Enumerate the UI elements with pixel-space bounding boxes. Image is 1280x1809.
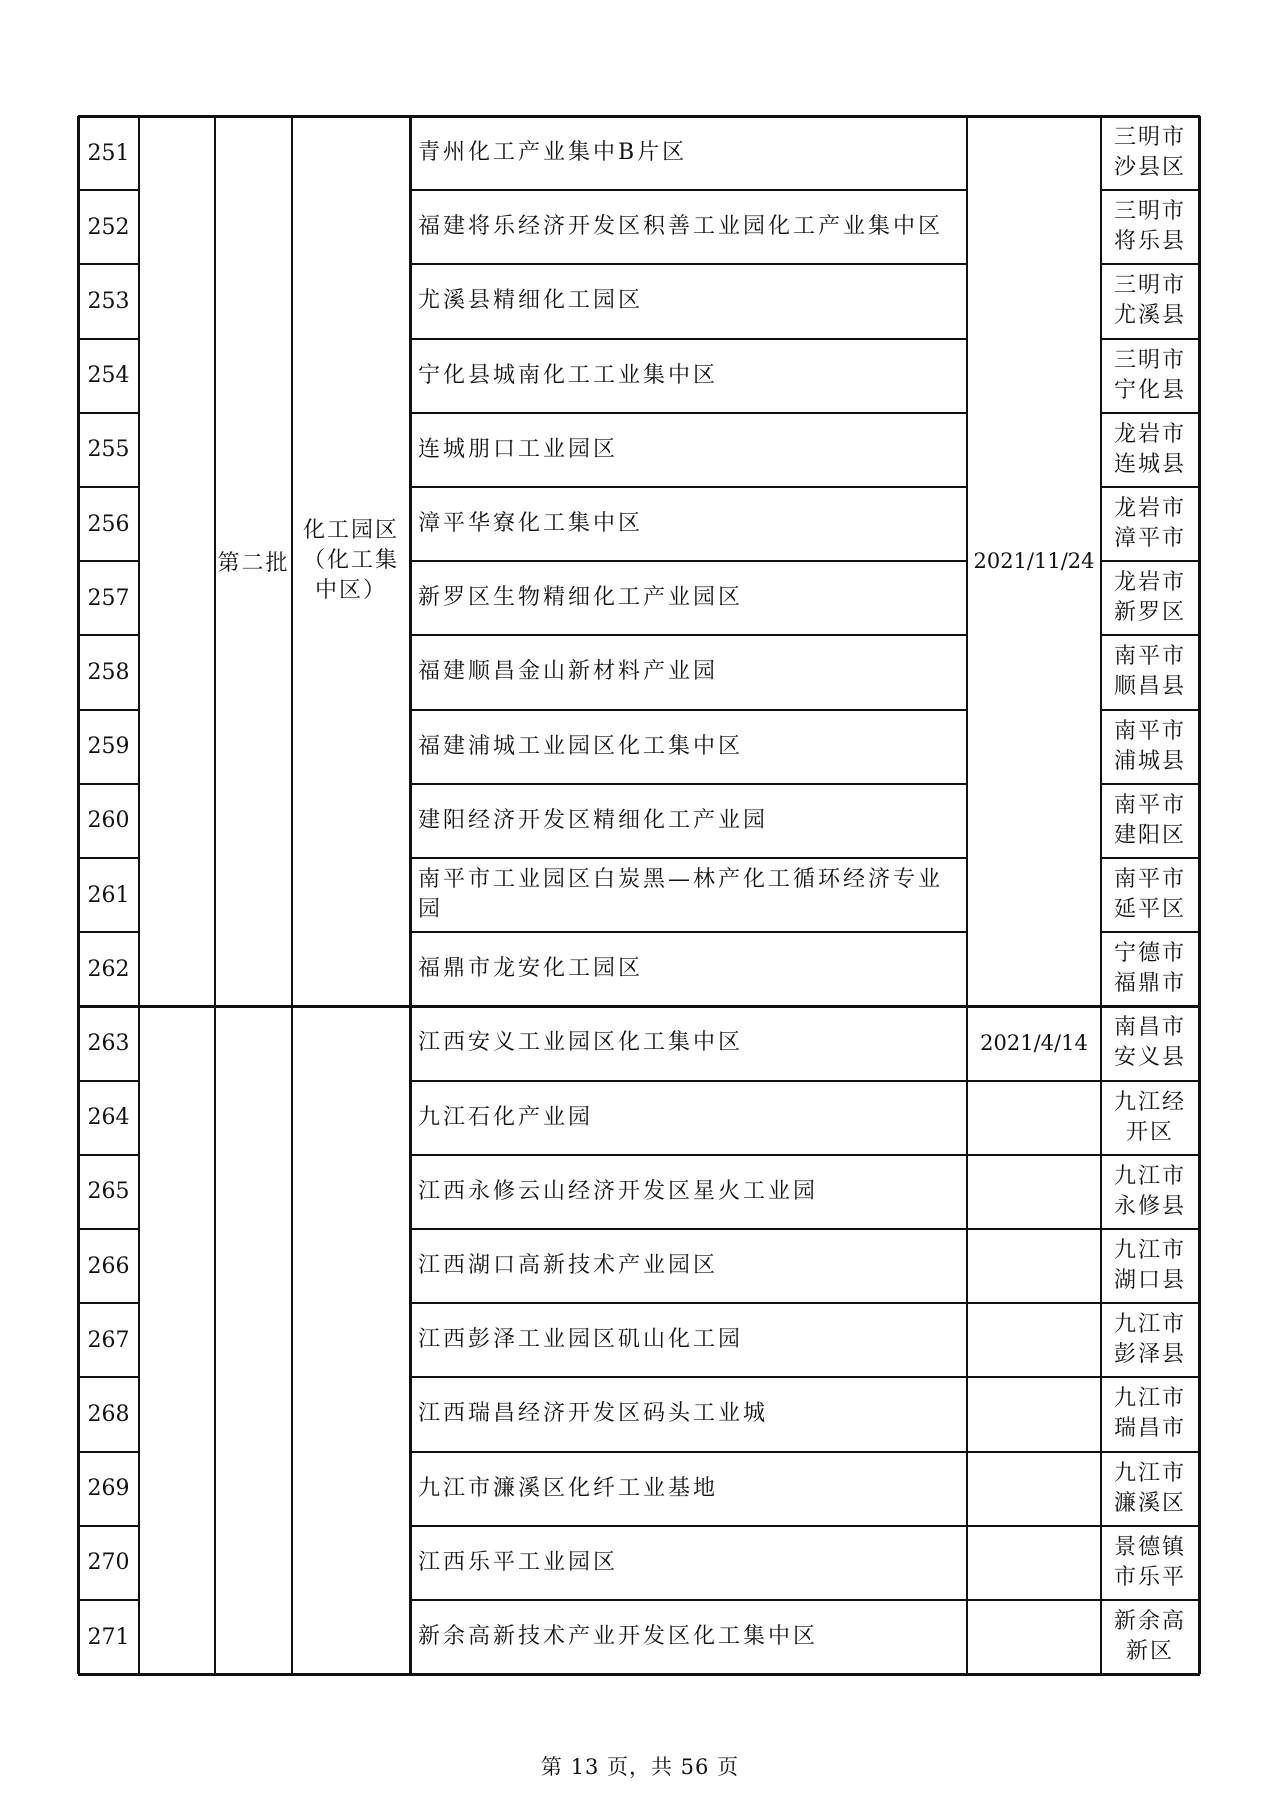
park-name: 江西瑞昌经济开发区码头工业城: [418, 1401, 769, 1427]
row-rule-date: [967, 1525, 1101, 1527]
park-name: 新罗区生物精细化工产业园区: [418, 585, 744, 611]
row-number: 263: [87, 1030, 130, 1056]
park-location: 南平市浦城县: [1113, 718, 1186, 774]
park-name: 江西安义工业园区化工集中区: [418, 1030, 744, 1056]
park-name: 南平市工业园区白炭黑—林产化工循环经济专业园: [418, 867, 944, 923]
park-name: 宁化县城南化工工业集中区: [418, 362, 719, 388]
row-rule-date: [967, 1154, 1101, 1156]
row-number: 251: [87, 140, 130, 166]
park-location: 九江市瑞昌市: [1113, 1386, 1186, 1442]
park-name: 福建顺昌金山新材料产业园: [418, 659, 719, 685]
park-name: 九江市濂溪区化纤工业基地: [418, 1475, 719, 1501]
row-number: 258: [87, 659, 130, 685]
row-number: 253: [87, 288, 130, 314]
park-name: 九江石化产业园: [418, 1104, 594, 1130]
park-name: 江西彭泽工业园区矶山化工园: [418, 1327, 744, 1353]
park-location: 九江市永修县: [1113, 1163, 1186, 1219]
row-number: 257: [87, 585, 130, 611]
park-location: 南平市延平区: [1113, 867, 1186, 923]
park-name: 建阳经济开发区精细化工产业园: [418, 807, 769, 833]
park-location: 景德镇市乐平: [1113, 1534, 1186, 1590]
row-number: 269: [87, 1476, 130, 1502]
row-number: 256: [87, 511, 130, 537]
row-number: 260: [87, 808, 130, 834]
park-location: 三明市沙县区: [1113, 125, 1186, 181]
park-name: 江西永修云山经济开发区星火工业园: [418, 1178, 819, 1204]
park-name: 福建浦城工业园区化工集中区: [418, 733, 744, 759]
batch-label: 第二批: [217, 550, 290, 576]
park-location: 三明市宁化县: [1113, 347, 1186, 403]
row-rule-date: [967, 1228, 1101, 1230]
row-number: 264: [87, 1105, 130, 1131]
park-location: 九江市濂溪区: [1113, 1460, 1186, 1516]
park-name: 尤溪县精细化工园区: [418, 288, 644, 314]
row-number: 270: [87, 1550, 130, 1576]
park-location: 南平市建阳区: [1113, 792, 1186, 848]
park-location: 九江经开区: [1113, 1089, 1186, 1145]
park-name: 江西乐平工业园区: [418, 1549, 619, 1575]
row-rule-date: [967, 1376, 1101, 1378]
park-name: 新余高新技术产业开发区化工集中区: [418, 1624, 819, 1650]
park-location: 龙岩市漳平市: [1113, 496, 1186, 552]
park-location: 南平市顺昌县: [1113, 644, 1186, 700]
park-name: 青州化工产业集中B片区: [418, 140, 688, 166]
park-type: 化工园区（化工集中区）: [302, 518, 399, 604]
park-name: 漳平华寮化工集中区: [418, 511, 644, 537]
park-location: 九江市湖口县: [1113, 1238, 1186, 1294]
park-location: 九江市彭泽县: [1113, 1312, 1186, 1368]
park-location: 新余高新区: [1113, 1609, 1186, 1665]
row-number: 267: [87, 1327, 130, 1353]
row-number: 271: [87, 1624, 130, 1650]
park-location: 宁德市福鼎市: [1113, 941, 1186, 997]
park-location: 三明市尤溪县: [1113, 273, 1186, 329]
park-location: 南昌市安义县: [1113, 1015, 1186, 1071]
park-location: 龙岩市新罗区: [1113, 570, 1186, 626]
row-rule-date: [967, 1451, 1101, 1453]
park-name: 福鼎市龙安化工园区: [418, 956, 644, 982]
page-footer: 第 13 页，共 56 页: [540, 1755, 740, 1779]
row-number: 261: [87, 882, 130, 908]
park-name: 连城朋口工业园区: [418, 436, 619, 462]
park-name: 福建将乐经济开发区积善工业园化工产业集中区: [418, 214, 944, 240]
row-rule-date: [967, 1599, 1101, 1601]
approval-date: 2021/11/24: [973, 549, 1095, 574]
row-number: 268: [87, 1401, 130, 1427]
park-name: 江西湖口高新技术产业园区: [418, 1253, 719, 1279]
row-number: 252: [87, 214, 130, 240]
row-number: 265: [87, 1179, 130, 1205]
row-number: 266: [87, 1253, 130, 1279]
approval-date: 2021/4/14: [980, 1031, 1088, 1056]
row-number: 259: [87, 734, 130, 760]
row-number: 255: [87, 437, 130, 463]
row-rule-date: [967, 1302, 1101, 1304]
row-number: 262: [87, 956, 130, 982]
park-location: 龙岩市连城县: [1113, 421, 1186, 477]
park-location: 三明市将乐县: [1113, 199, 1186, 255]
row-number: 254: [87, 363, 130, 389]
